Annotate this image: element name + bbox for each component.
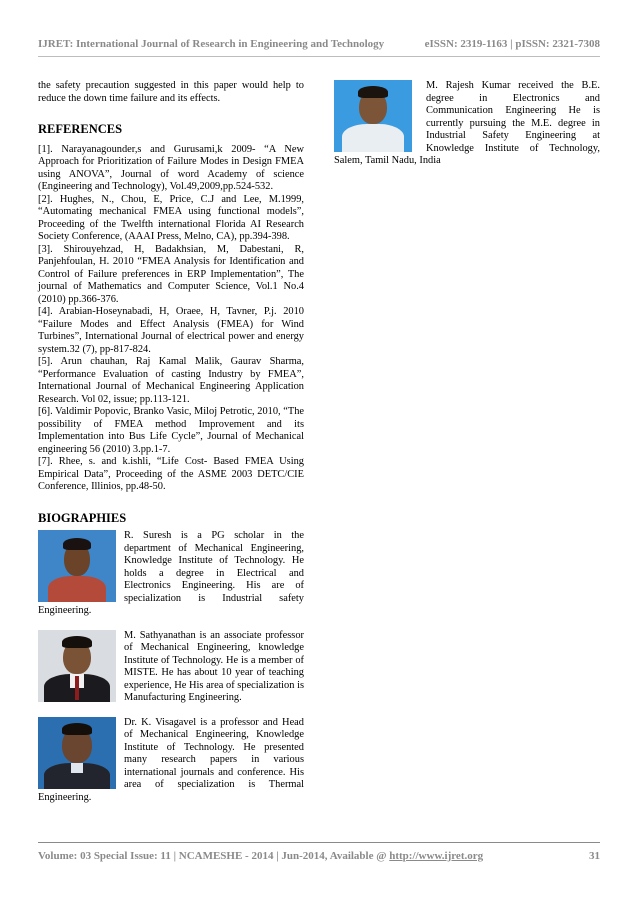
author-photo <box>38 717 116 789</box>
reference-item: [5]. Arun chauhan, Raj Kamal Malik, Gaurav Sharma, “Performance Evaluation of casting Industry by FMEA”, International Journal of Mechanical Engineering Application Research. Vol 02, issue; pp.113-121. <box>38 356 304 405</box>
reference-item: [4]. Arabian-Hoseynabadi, H, Oraee, H, Tavner, P.j. 2010 “Failure Modes and Effect Analysis (FMEA) for Wind Turbines”, International Journal of electrical power and energy system.32 (7), pp-817-824. <box>38 306 304 355</box>
issn: eISSN: 2319-1163 | pISSN: 2321-7308 <box>424 38 600 50</box>
reference-item: [6]. Valdimir Popovic, Branko Vasic, Miloj Petrotic, 2010, “The possibility of FMEA method Improvement and its Implementation into Bus Life Cycle”, Journal of Mechanical engineering 56 (2010) 3.pp.1-7. <box>38 406 304 455</box>
biography-rajesh-kumar <box>334 80 600 168</box>
reference-item: [1]. Narayanagounder,s and Gurusami,k 2009- “A New Approach for Prioritization of Failure Modes in Design FMEA using ANOVA”, Journal of word Academy of science (Engineering and Technology), Vol.49,2009,pp.524-532. <box>38 143 304 192</box>
biography-text: R. Suresh is a PG scholar in the department of Mechanical Engineering, Knowledge Institute of Technology. He holds a degree in Electrical and Electronics Engineering. His are of specialization is Industrial safety Engineering. <box>38 530 304 616</box>
references-heading: REFERENCES <box>38 122 123 136</box>
page-number: 31 <box>589 850 600 862</box>
intro-paragraph: the safety precaution suggested in this paper would help to reduce the down time failure and its effects. <box>38 80 304 104</box>
journal-name: IJRET: International Journal of Research in Engineering and Technology <box>38 38 385 50</box>
reference-item: [7]. Rhee, s. and k.ishli, “Life Cost- Based FMEA Using Empirical Data”, Proceeding of the ASME 2003 DETC/CIE Conference, Illinios, pp.48-50. <box>38 456 304 492</box>
right-column <box>334 80 600 168</box>
biography-text: M. Sathyanathan is an associate professor of Mechanical Engineering, knowledge Institute of Technology. He is a member of MISTE. He has about 10 year of teaching experience, He His area of specialization is Manufacturing Engineering. <box>124 629 304 703</box>
biographies-heading: BIOGRAPHIES <box>38 510 127 525</box>
author-photo <box>38 630 116 702</box>
reference-item: [2]. Hughes, N., Chou, E, Price, C.J and Lee, M.1999, “Automating mechanical FMEA using functional models”, Proceeding of the Twelfth international Florida AI Research Society Conference, (AAAI Press, Melno, CA), pp.394-398. <box>38 193 304 242</box>
biography-text: Dr. K. Visagavel is a professor and Head of Mechanical Engineering, Knowledge Institute of Technology. He presented many research papers in various international journals and conference. His area of specialization is Thermal Engineering. <box>38 716 304 803</box>
biography-suresh <box>38 530 304 618</box>
author-photo <box>38 530 116 602</box>
running-header <box>38 38 600 50</box>
biography-visagavel <box>38 717 304 805</box>
journal-link[interactable]: http://www.ijret.org <box>389 850 484 862</box>
header-divider <box>38 56 600 57</box>
author-photo <box>334 80 412 152</box>
footer-text: Volume: 03 Special Issue: 11 | NCAMESHE - 2014 | Jun-2014, Available @ <box>38 850 390 862</box>
reference-item: [3]. Shirouyehzad, H, Badakhsian, M, Dabestani, R, Panjehfoulan, H. 2010 “FMEA Analysis for Identification and Control of Failure preferences in ERP Implementation”, The journal of Mathematics and Computer Science, Vol.1 No.4 (2010) pp.366-376. <box>38 243 304 305</box>
footer-divider <box>38 842 600 843</box>
running-footer <box>38 850 600 862</box>
footer-info <box>38 850 483 862</box>
left-column <box>38 80 304 804</box>
biography-sathyanathan <box>38 630 304 705</box>
biography-text: M. Rajesh Kumar received the B.E. degree in Electronics and Communication Engineering He is currently pursuing the M.E. degree in Industrial Safety Engineering at Knowledge Institute of Technology, Salem, Tamil Nadu, India <box>334 80 600 166</box>
references-list <box>38 144 304 494</box>
